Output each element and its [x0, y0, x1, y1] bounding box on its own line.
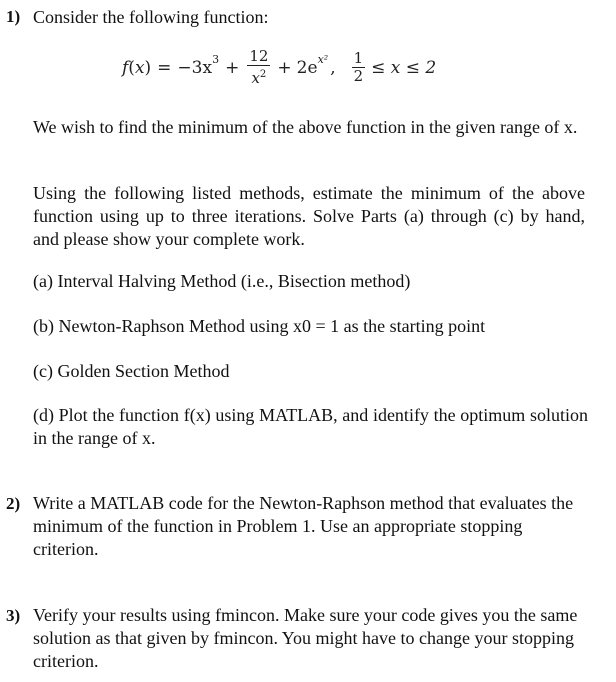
eq-comma: ,	[330, 57, 336, 78]
problem-1-number: 1)	[6, 7, 21, 26]
eq-open: (	[128, 57, 135, 78]
eq-frac1-num: 12	[249, 47, 269, 65]
problem-1-part-c: (c) Golden Section Method	[33, 361, 230, 381]
eq-x: x	[134, 57, 145, 78]
eq-frac1-den-exp: 2	[259, 69, 267, 80]
eq-plus2: +	[277, 57, 292, 78]
problem-3-text: Verify your results using fmincon. Make sure your code gives you the same solution as that given by fmincon. You might have to change your stopping criterion.	[33, 605, 578, 671]
problem-1-para1: We wish to find the minimum of the above function in the given range of x.	[33, 117, 578, 137]
problem-2-number: 2)	[6, 494, 21, 513]
eq-f: f	[122, 57, 129, 78]
problem-1-part-b: (b) Newton-Raphson Method using x0 = 1 as the starting point	[33, 316, 486, 336]
problem-3-number: 3)	[6, 606, 21, 625]
eq-term1: −3x	[177, 57, 213, 78]
problem-2-text: Write a MATLAB code for the Newton-Raphson method that evaluates the minimum of the function in Problem 1. Use an appropriate stopping criterion.	[33, 493, 574, 559]
eq-term1-exp: 3	[212, 53, 220, 66]
problem-1-part-a: (a) Interval Halving Method (i.e., Bisection method)	[33, 271, 411, 291]
eq-range-den: 2	[353, 67, 364, 85]
problem-1-para2: Using the following listed methods, estimate the minimum of the above function using up to three iterations. Solve Parts (a) through (c) by hand, and please show your complete work.	[33, 183, 585, 249]
eq-close: )	[144, 57, 152, 78]
eq-frac1	[247, 48, 270, 87]
function-equation	[122, 48, 436, 87]
eq-term3-exp: x²	[317, 53, 329, 66]
eq-frac1-den-wrap	[249, 66, 268, 87]
eq-range-rest: ≤ x ≤ 2	[371, 57, 437, 78]
eq-term3: 2e	[296, 57, 318, 78]
eq-frac1-den: x	[251, 69, 260, 87]
problem-1-part-d: (d) Plot the function f(x) using MATLAB, and identify the optimum solution in the range of x.	[33, 405, 588, 448]
eq-plus1: +	[225, 57, 240, 78]
eq-range-num: 1	[353, 49, 364, 67]
problem-1-intro: Consider the following function:	[33, 7, 269, 27]
eq-range-frac	[352, 50, 366, 85]
eq-equals: =	[157, 57, 172, 78]
